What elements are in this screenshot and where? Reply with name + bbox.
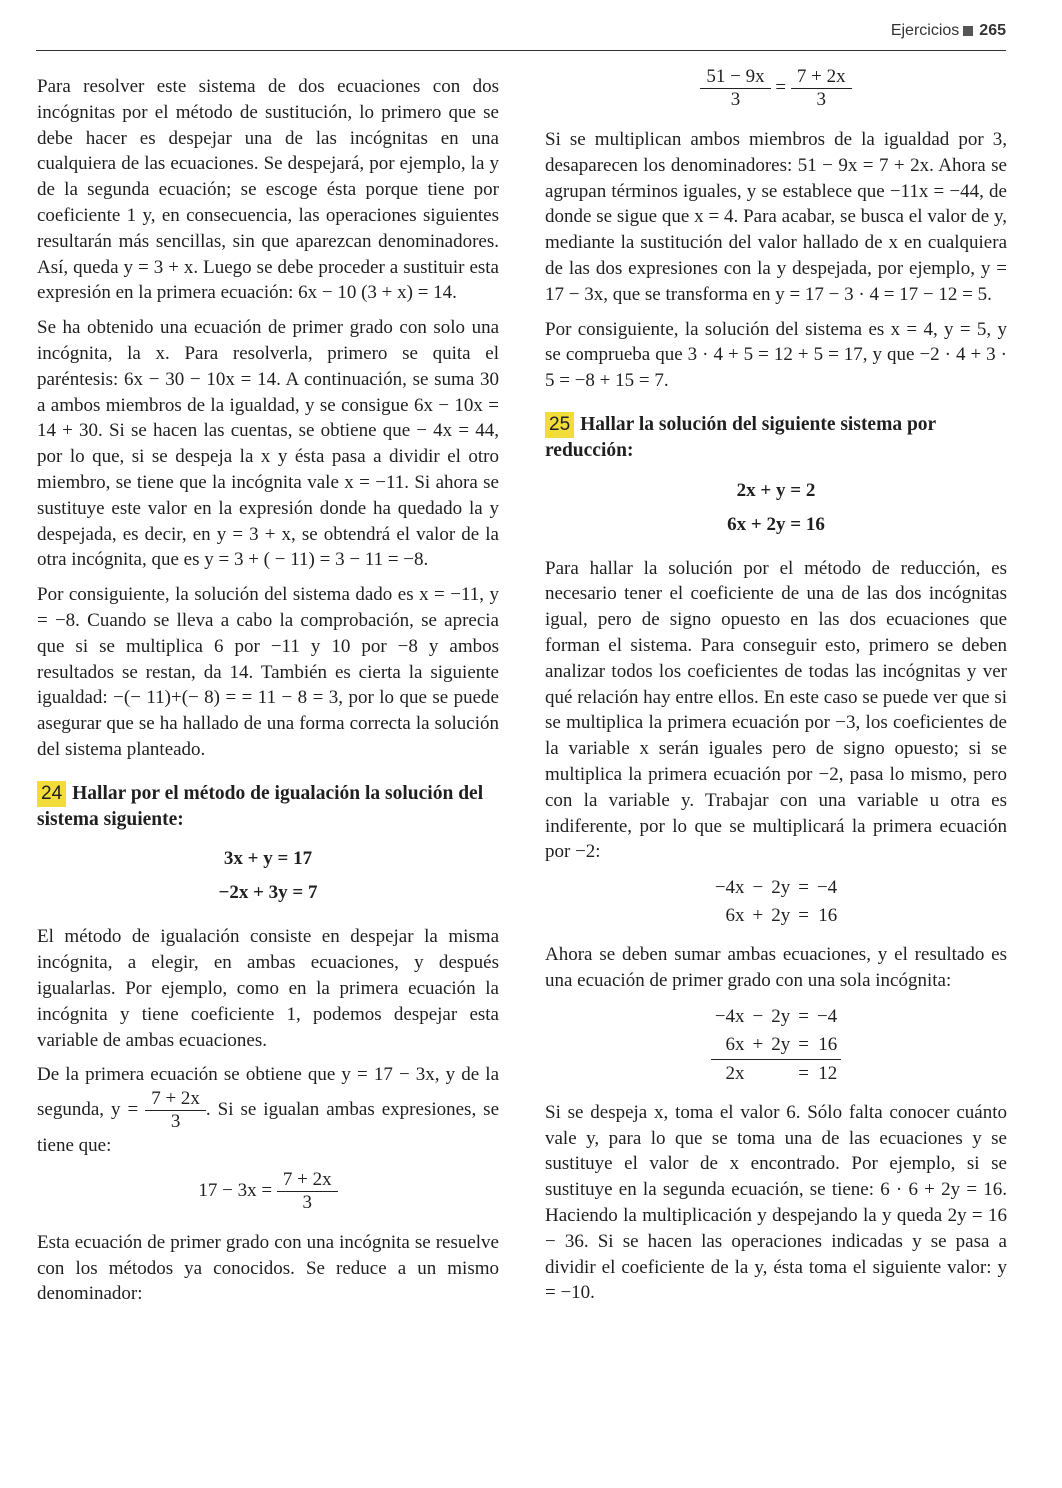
paragraph-with-fraction bbox=[37, 1062, 499, 1159]
equals-sign: = bbox=[794, 1059, 813, 1088]
problem-text: Hallar la solución del siguiente sistema por reducción: bbox=[545, 413, 936, 461]
paragraph: Por consiguiente, la solución del sistema es x = 4, y = 5, y se comprueba que 3 · 4 + 5 = 12 + 5 = 17, y que −2 · 4 + 3 · 5 = −8 + 15 = 7. bbox=[545, 318, 1007, 392]
equals-sign: = bbox=[775, 76, 787, 98]
fraction bbox=[791, 66, 852, 111]
term: 2y bbox=[771, 1005, 791, 1027]
denominator: 3 bbox=[170, 1111, 181, 1133]
equation-display bbox=[37, 1169, 499, 1214]
result: 16 bbox=[818, 1033, 838, 1055]
problem-heading bbox=[545, 412, 1007, 464]
result: −4 bbox=[816, 877, 838, 899]
equation: 6x + 2y = 16 bbox=[727, 513, 825, 535]
equation-row bbox=[711, 1003, 841, 1031]
equals-sign: = bbox=[798, 877, 809, 899]
paragraph: Esta ecuación de primer grado con una incógnita se resuelve con los métodos ya conocidos. Se reduce a un mismo denominador: bbox=[37, 1231, 499, 1305]
result: −4 bbox=[816, 1005, 838, 1027]
equation-row bbox=[711, 1031, 841, 1060]
result: 16 bbox=[818, 905, 838, 927]
term: −4x bbox=[714, 877, 745, 899]
term: 6x bbox=[725, 905, 745, 927]
text-run: . Si se igualan ambas expresiones, se tiene que: bbox=[37, 1098, 500, 1157]
denominator: 3 bbox=[816, 89, 826, 110]
denominator: 3 bbox=[730, 89, 741, 110]
operator: + bbox=[752, 905, 764, 927]
paragraph: El método de igualación consiste en despejar la misma incógnita, a elegir, en ambas ecuaciones, y después igualarlas. Por ejemplo, como en la primera ecuación la incógnita y tiene coeficiente 1, podemos despejar esta variable de ambas ecuaciones. bbox=[37, 926, 499, 1051]
paragraph: Si se despeja x, toma el valor 6. Sólo falta conocer cuánto vale y, para lo que se toma una de las ecuaciones y se sustituye el valor de x encontrado. Por ejemplo, si se sustituye en la segunda ecuación, se tiene: 6 · 6 + 2y = 16. Haciendo la multiplicación y despejando la y queda 2y = 16 − 36. Si se hacen las operaciones indicadas y se pasa a dividir el coeficiente de la y, ésta toma el siguiente valor: y = −10. bbox=[545, 1101, 1007, 1304]
sum-row bbox=[711, 1059, 841, 1088]
fraction bbox=[145, 1088, 206, 1133]
term: 2x bbox=[711, 1059, 749, 1088]
operator: − bbox=[752, 877, 764, 899]
numerator: 7 + 2x bbox=[277, 1169, 338, 1192]
paragraph: Para hallar la solución por el método de reducción, es necesario tener el coeficiente de una de las dos incógnitas igual, pero de signo opuesto en las dos ecuaciones que forman el sistema. Para conseguir esto, primero se deben analizar todos los coeficientes de todas las incógnitas y ver qué relación hay entre ellos. En este caso se puede ver que si se multiplica la primera ecuación por −3, los coeficientes de la variable x serán iguales pero de signo opuesto; si se multiplica la primera ecuación por −2, pasa lo mismo, pero con la variable y. Trabajar con una variable u otra es indiferente, por lo que se multiplicará la primera ecuación por −2: bbox=[545, 557, 1007, 863]
equation-system bbox=[545, 474, 1007, 542]
term: 2y bbox=[771, 877, 791, 899]
denominator: 3 bbox=[302, 1191, 312, 1213]
operator: − bbox=[752, 1005, 764, 1027]
right-column bbox=[545, 66, 1007, 1315]
left-column bbox=[37, 74, 499, 1316]
operator: + bbox=[752, 1033, 764, 1055]
problem-number: 25 bbox=[545, 412, 574, 438]
equals-sign: = bbox=[798, 1033, 809, 1055]
numerator: 7 + 2x bbox=[145, 1088, 206, 1111]
paragraph: Se ha obtenido una ecuación de primer grado con solo una incógnita, la x. Para resolverla, primero se quita el paréntesis: 6x − 30 − 10x = 14. A continuación, se suma 30 a ambos miembros de la igualdad, y se consigue 6x − 10x = 14 + 30. Si se hacen las cuentas, se obtiene que − 4x = 44, por lo que, si se despeja la x y ésta pasa a dividir el otro miembro, se tiene que la incógnita vale x = −11. Si ahora se sustituye este valor en la expresión donde ha quedado la y despejada, es decir, en y = 3 + x, se obtendrá el valor de la otra incógnita, que es y = 3 + ( − 11) = 3 − 11 = −8. bbox=[37, 317, 499, 571]
square-bullet-icon bbox=[963, 26, 973, 36]
term: 6x bbox=[725, 1033, 745, 1055]
equation-row bbox=[711, 874, 841, 902]
equals-sign: = bbox=[798, 905, 809, 927]
equation-row bbox=[711, 902, 841, 930]
equation-lhs: 17 − 3x = bbox=[198, 1179, 273, 1201]
paragraph: Ahora se deben sumar ambas ecuaciones, y el resultado es una ecuación de primer grado con una sola incógnita: bbox=[545, 944, 1007, 991]
problem-heading bbox=[37, 781, 499, 833]
page-header bbox=[36, 18, 1006, 51]
equation-sum-table bbox=[711, 1003, 841, 1088]
fraction bbox=[277, 1169, 338, 1214]
section-title: Ejercicios bbox=[890, 22, 960, 39]
text-run: De la primera ecuación se obtiene que y = 17 − 3x, y de la segunda, y = bbox=[37, 1064, 499, 1120]
problem-number: 24 bbox=[37, 781, 66, 807]
paragraph: Si se multiplican ambos miembros de la igualdad por 3, desaparecen los denominadores: 51 − 9x = 7 + 2x. Ahora se agrupan términos iguales, y se establece que −11x = −44, de donde se sigue que x = 4. Para acabar, se busca el valor de y, mediante la sustitución del valor hallado de x en cualquiera de las dos expresiones con la y despejada, por ejemplo, y = 17 − 3x, que se transforma en y = 17 − 3 · 4 = 17 − 12 = 5. bbox=[545, 129, 1007, 305]
result: 12 bbox=[813, 1059, 841, 1088]
page-number: 265 bbox=[979, 22, 1006, 39]
equation: 3x + y = 17 bbox=[223, 848, 313, 870]
equals-sign: = bbox=[798, 1005, 809, 1027]
equation: −2x + 3y = 7 bbox=[218, 882, 318, 904]
paragraph: Para resolver este sistema de dos ecuaciones con dos incógnitas por el método de sustitución, lo primero que se debe hacer es despejar una de las incógnitas en una cualquiera de las ecuaciones. Se despejará, por ejemplo, la y de la segunda ecuación; se escoge ésta porque tiene por coeficiente 1 y, en consecuencia, las operaciones siguientes resultarán más sencillas, sin que aparezcan denominadores. Así, queda y = 3 + x. Luego se debe proceder a sustituir esta expresión en la primera ecuación: 6x − 10 (3 + x) = 14. bbox=[37, 76, 499, 304]
equation-system-table bbox=[711, 874, 841, 930]
equation-system bbox=[37, 842, 499, 910]
problem-text: Hallar por el método de igualación la solución del sistema siguiente: bbox=[37, 782, 484, 830]
paragraph: Por consiguiente, la solución del sistema dado es x = −11, y = −8. Cuando se lleva a cabo la comprobación, se aprecia que si se multiplica 6 por −11 y 10 por −8 y ambos resultados se restan, da 14. También es cierta la siguiente igualdad: −(− 11)+(− 8) = = 11 − 8 = 3, por lo que se puede asegurar que se ha hallado de una forma correcta la solución del sistema planteado. bbox=[37, 584, 499, 760]
numerator: 7 + 2x bbox=[791, 66, 852, 89]
equation-display bbox=[545, 66, 1007, 111]
term: 2y bbox=[771, 1033, 791, 1055]
term: 2y bbox=[771, 905, 791, 927]
fraction bbox=[700, 66, 770, 111]
running-head bbox=[891, 22, 1006, 40]
term: −4x bbox=[714, 1005, 745, 1027]
numerator: 51 − 9x bbox=[700, 66, 770, 89]
equation: 2x + y = 2 bbox=[736, 479, 816, 501]
